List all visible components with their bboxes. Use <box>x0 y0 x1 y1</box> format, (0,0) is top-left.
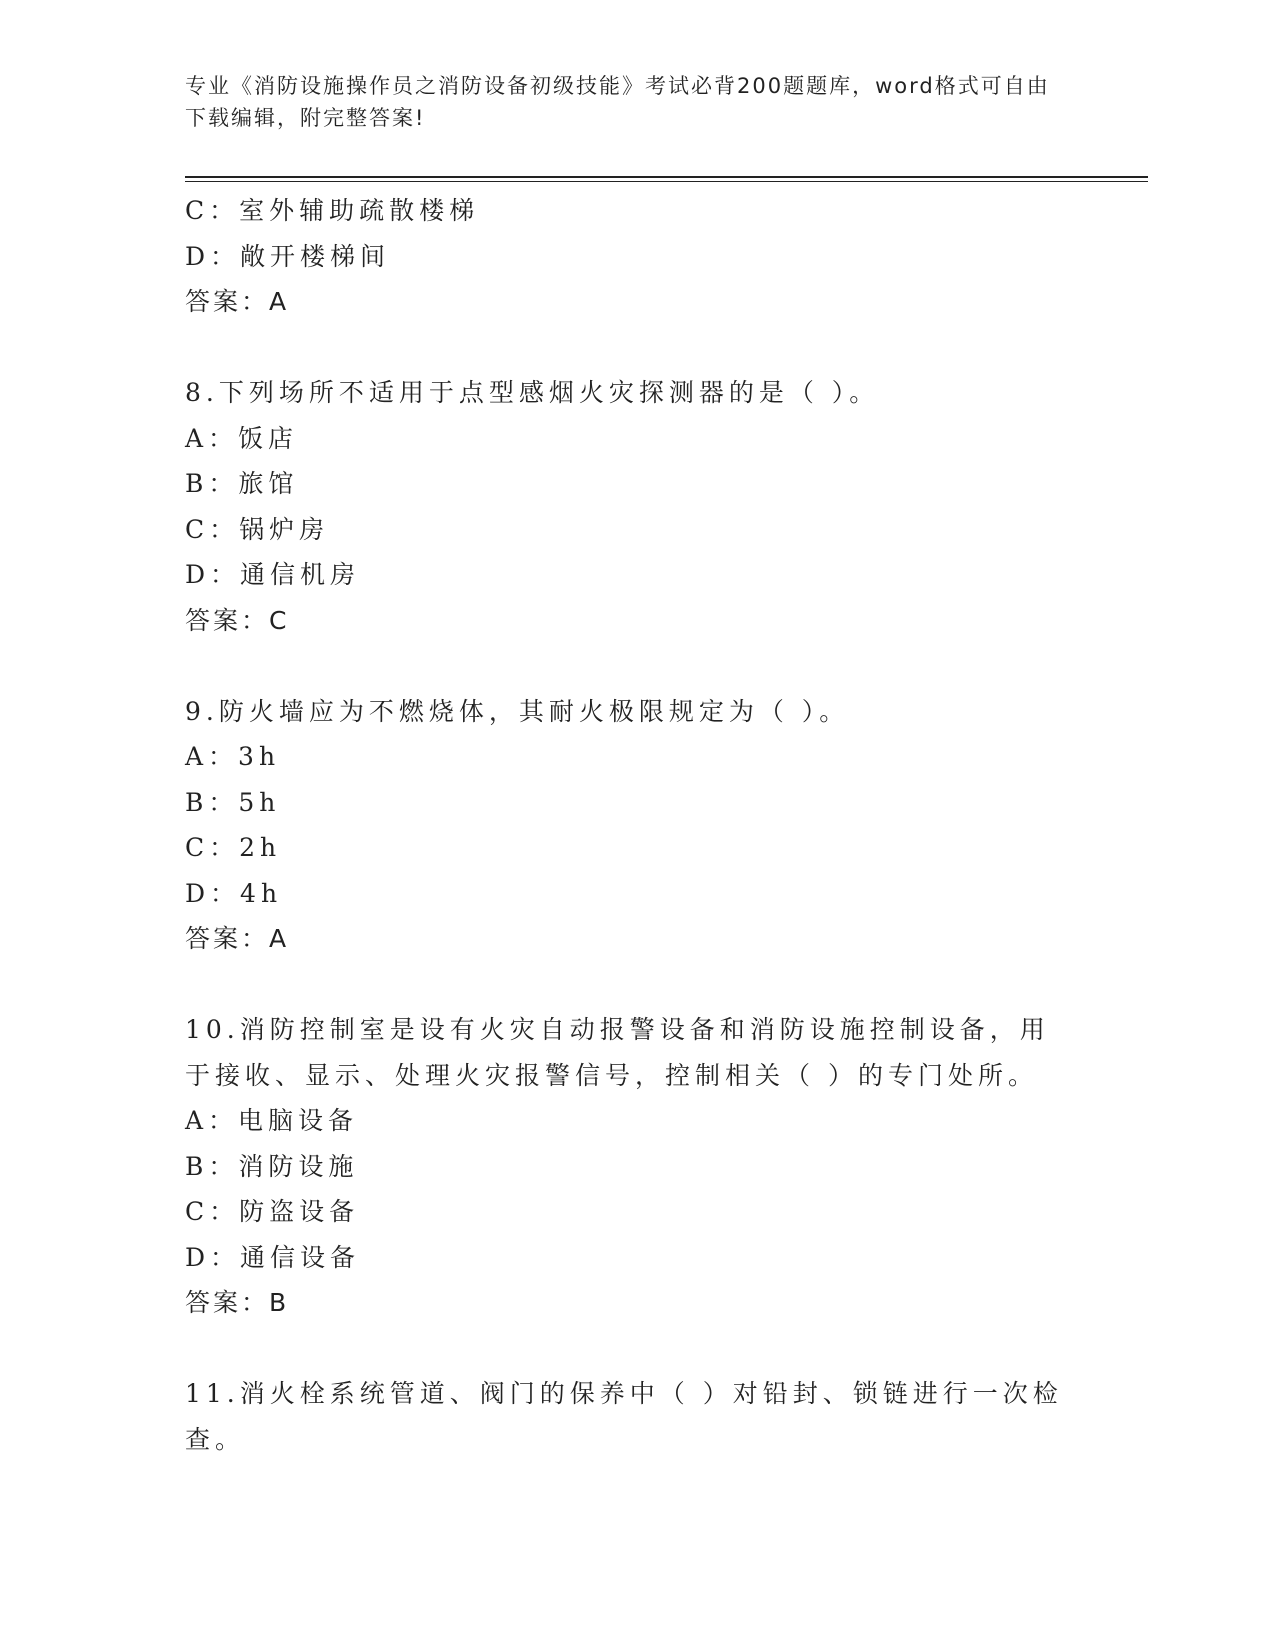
header-text: 专业《消防设施操作员之消防设备初级技能》考试必背200题题库，word格式可自由下载编辑，附完整答案! <box>185 74 1050 130</box>
answer: 答案：B <box>185 1288 290 1317</box>
option-d: D：4h <box>185 878 283 908</box>
question-stem: 9.防火墙应为不燃烧体，其耐火极限规定为（ ）。 <box>185 696 850 726</box>
option-c: C：2h <box>185 833 282 862</box>
option-b: B：旅馆 <box>185 469 299 498</box>
option-c: C：锅炉房 <box>185 514 330 544</box>
option-c: C：防盗设备 <box>185 1197 360 1226</box>
option-d: D：敞开楼梯间 <box>185 241 391 271</box>
header-rule-thick <box>185 176 1148 178</box>
option-c: C：室外辅助疏散楼梯 <box>185 196 480 225</box>
question-stem: 10.消防控制室是设有火灾自动报警设备和消防设施控制设备，用于接收、显示、处理火灾报警信号，控制相关（ ）的专门处所。 <box>185 1015 1050 1090</box>
answer: 答案：C <box>185 605 290 635</box>
option-b: B：消防设施 <box>185 1151 359 1181</box>
option-d: D：通信设备 <box>185 1242 361 1272</box>
option-b: B：5h <box>185 787 281 817</box>
option-a: A：3h <box>185 742 281 771</box>
question-stem: 8.下列场所不适用于点型感烟火灾探测器的是（ ）。 <box>185 378 880 407</box>
option-d: D：通信机房 <box>185 560 361 589</box>
answer: 答案：A <box>185 287 290 316</box>
option-a: A：饭店 <box>185 423 299 453</box>
header-rule-thin <box>185 181 1148 182</box>
question-list <box>185 188 1085 1462</box>
answer: 答案：A <box>185 924 290 953</box>
document-header <box>185 70 1065 134</box>
question-stem: 11.消火栓系统管道、阀门的保养中（ ）对铅封、锁链进行一次检查。 <box>185 1379 1063 1454</box>
option-a: A：电脑设备 <box>185 1106 359 1135</box>
